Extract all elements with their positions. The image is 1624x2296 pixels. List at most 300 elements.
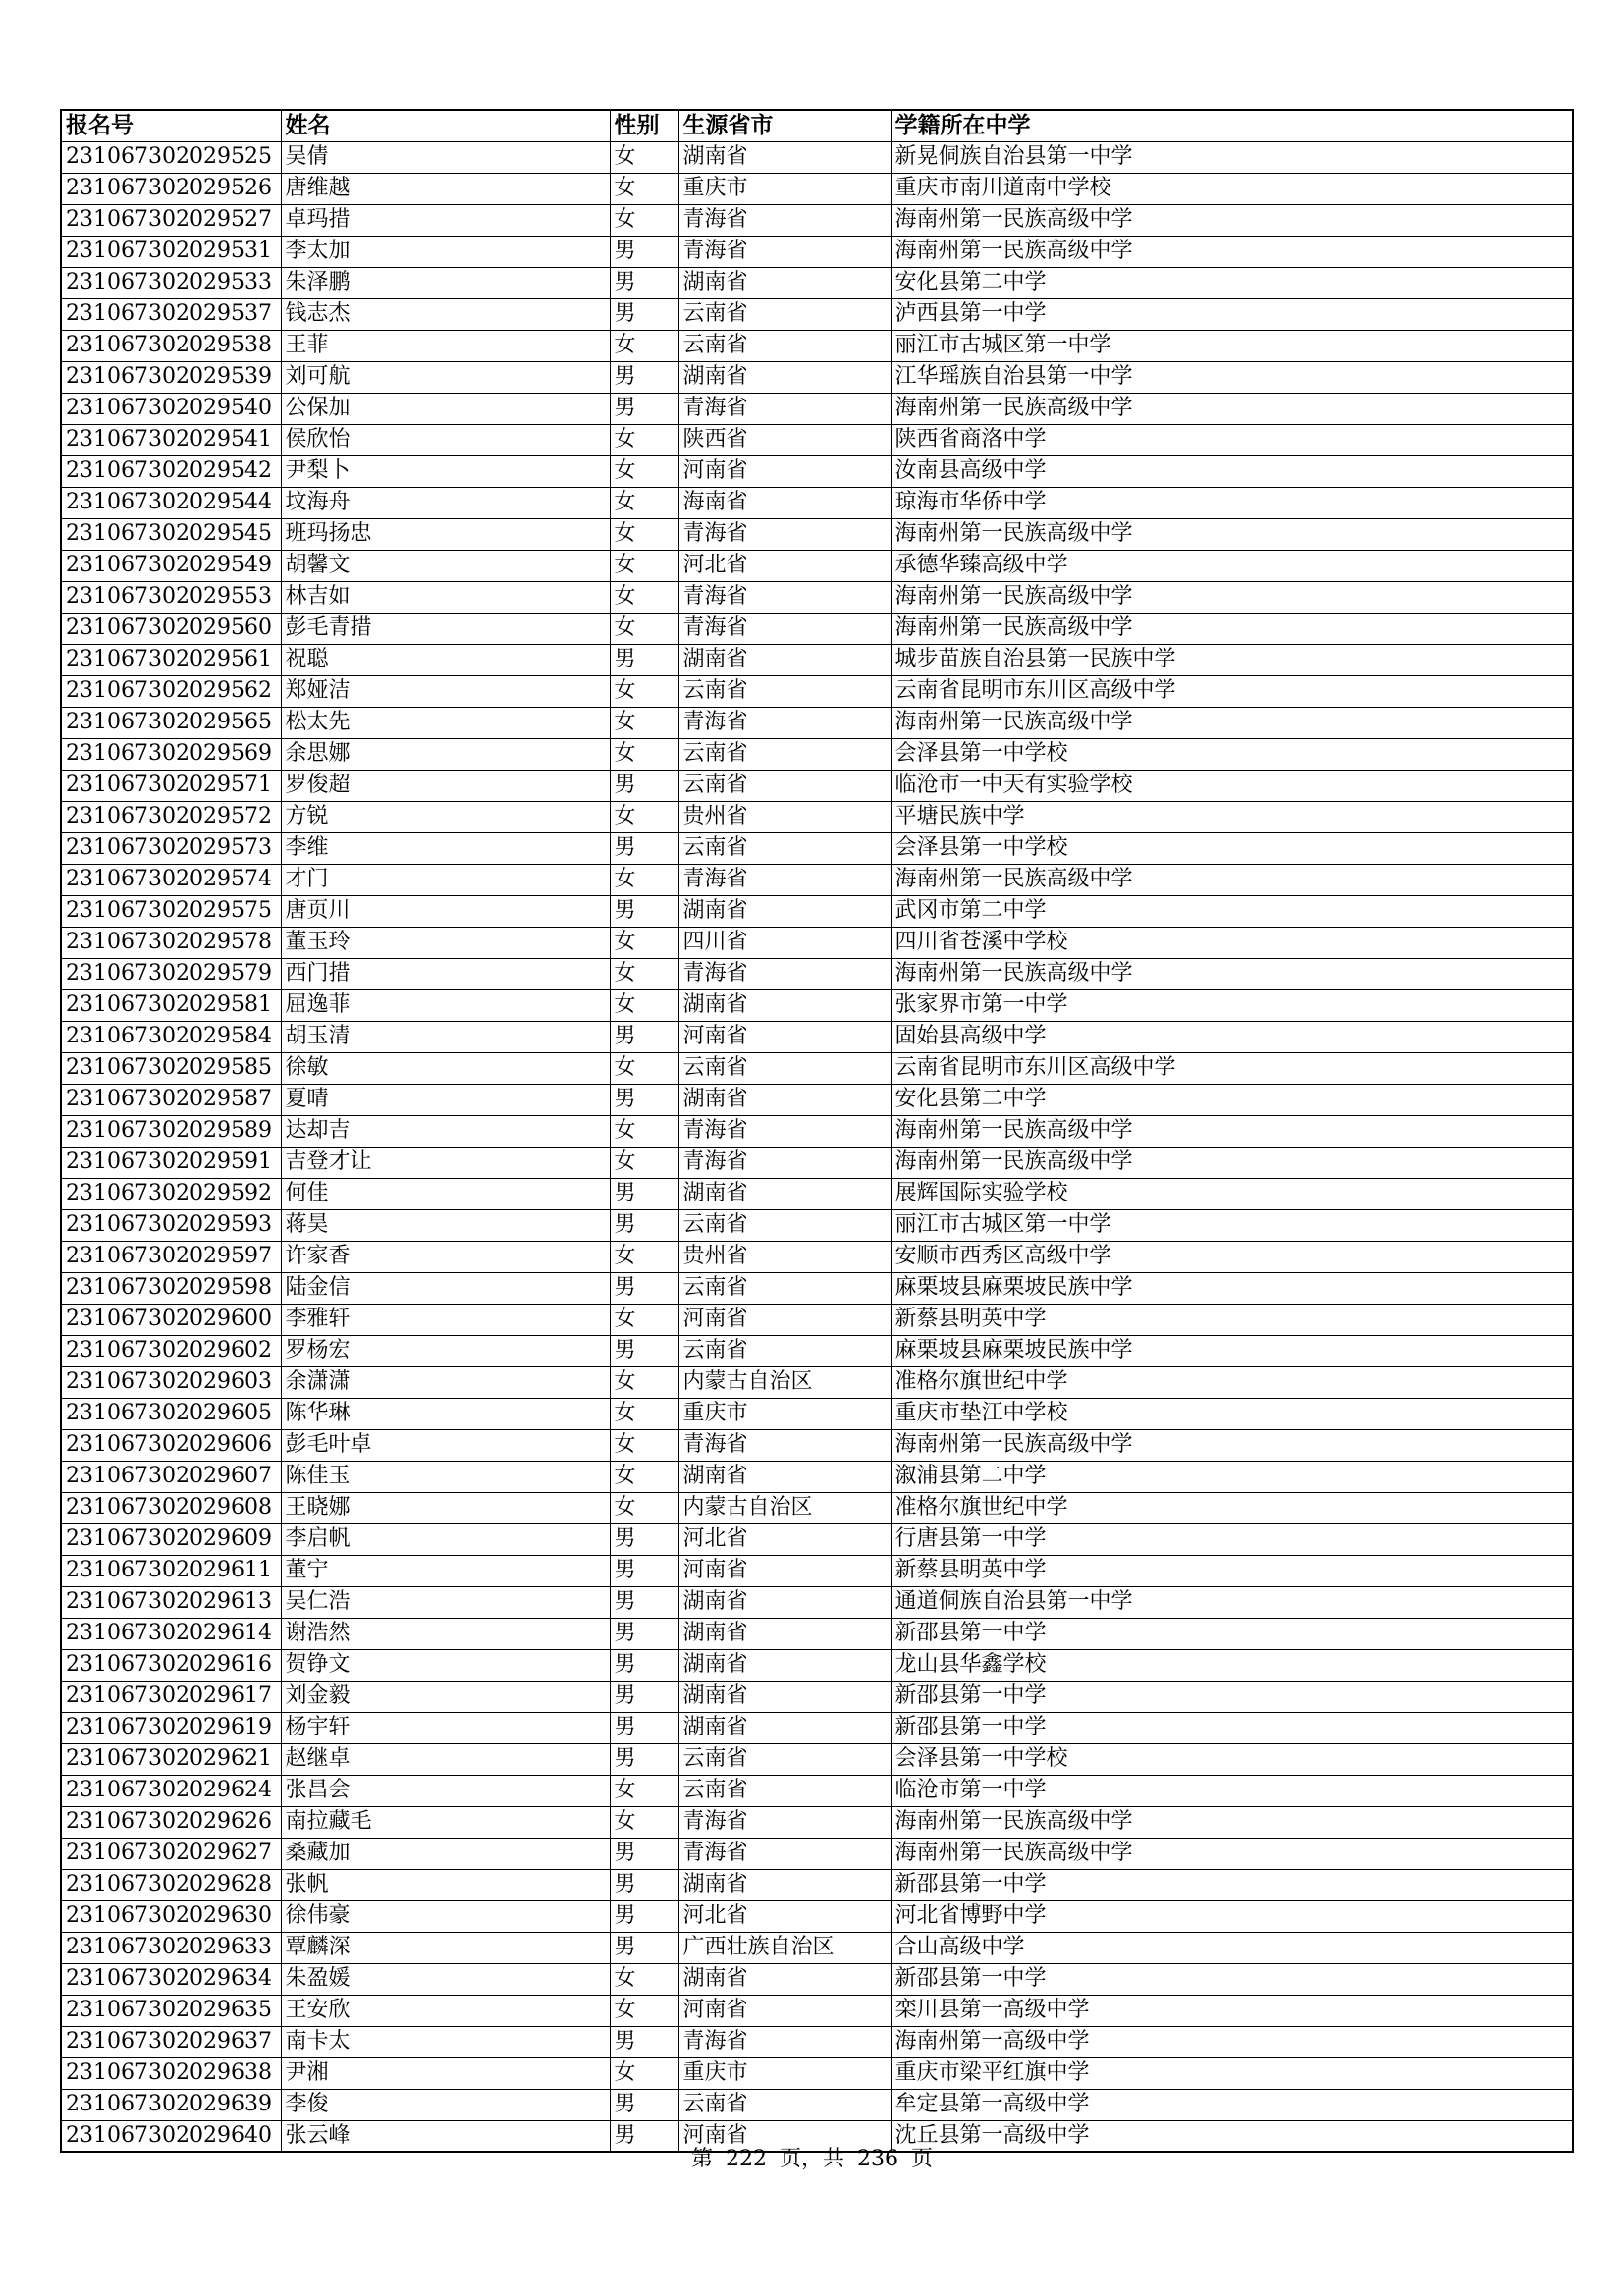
table-row (61, 770, 1573, 801)
table-row (61, 236, 1573, 267)
table-row (61, 707, 1573, 738)
cell-school: 龙山县华鑫学校 (891, 1649, 1573, 1681)
cell-registration-number: 231067302029609 (61, 1523, 281, 1555)
cell-school: 临沧市第一中学 (891, 1775, 1573, 1806)
cell-origin-province: 湖南省 (678, 895, 891, 927)
cell-registration-number: 231067302029626 (61, 1806, 281, 1838)
table-row (61, 1429, 1573, 1461)
cell-gender: 男 (610, 1869, 678, 1900)
cell-gender: 女 (610, 1241, 678, 1272)
cell-origin-province: 内蒙古自治区 (678, 1492, 891, 1523)
cell-school: 牟定县第一高级中学 (891, 2089, 1573, 2120)
table-row (61, 1681, 1573, 1712)
table-row (61, 1775, 1573, 1806)
cell-origin-province: 湖南省 (678, 267, 891, 298)
cell-gender: 男 (610, 361, 678, 393)
cell-gender: 男 (610, 267, 678, 298)
cell-gender: 女 (610, 1366, 678, 1398)
table-row (61, 455, 1573, 487)
table-row (61, 1586, 1573, 1618)
cell-origin-province: 青海省 (678, 518, 891, 550)
cell-school: 海南州第一民族高级中学 (891, 1806, 1573, 1838)
cell-name: 林吉如 (281, 581, 610, 613)
cell-gender: 男 (610, 644, 678, 675)
cell-origin-province: 云南省 (678, 738, 891, 770)
cell-registration-number: 231067302029598 (61, 1272, 281, 1304)
table-row (61, 1492, 1573, 1523)
cell-school: 安顺市西秀区高级中学 (891, 1241, 1573, 1272)
cell-gender: 男 (610, 1586, 678, 1618)
cell-registration-number: 231067302029549 (61, 550, 281, 581)
table-row (61, 267, 1573, 298)
cell-school: 新邵县第一中学 (891, 1618, 1573, 1649)
cell-gender: 男 (610, 1618, 678, 1649)
cell-school: 重庆市梁平红旗中学 (891, 2057, 1573, 2089)
cell-school: 准格尔旗世纪中学 (891, 1492, 1573, 1523)
cell-origin-province: 湖南省 (678, 361, 891, 393)
cell-school: 海南州第一民族高级中学 (891, 864, 1573, 895)
cell-origin-province: 河北省 (678, 1523, 891, 1555)
cell-origin-province: 湖南省 (678, 1681, 891, 1712)
cell-school: 海南州第一民族高级中学 (891, 393, 1573, 424)
cell-name: 王晓娜 (281, 1492, 610, 1523)
cell-name: 刘金毅 (281, 1681, 610, 1712)
cell-school: 汝南县高级中学 (891, 455, 1573, 487)
cell-origin-province: 湖南省 (678, 1586, 891, 1618)
cell-origin-province: 云南省 (678, 298, 891, 330)
footer-total-pages: 236 (857, 2147, 898, 2171)
cell-gender: 女 (610, 801, 678, 832)
cell-origin-province: 贵州省 (678, 1241, 891, 1272)
cell-gender: 女 (610, 1963, 678, 1995)
cell-origin-province: 河南省 (678, 2120, 891, 2152)
cell-origin-province: 云南省 (678, 1052, 891, 1084)
table-row (61, 518, 1573, 550)
cell-name: 方锐 (281, 801, 610, 832)
cell-gender: 男 (610, 1712, 678, 1743)
cell-school: 溆浦县第二中学 (891, 1461, 1573, 1492)
cell-gender: 男 (610, 1272, 678, 1304)
table-row (61, 424, 1573, 455)
table-row (61, 801, 1573, 832)
cell-name: 杨宇轩 (281, 1712, 610, 1743)
cell-gender: 女 (610, 487, 678, 518)
cell-gender: 男 (610, 298, 678, 330)
cell-school: 泸西县第一中学 (891, 298, 1573, 330)
cell-gender: 女 (610, 958, 678, 989)
table-row (61, 1806, 1573, 1838)
cell-gender: 男 (610, 1209, 678, 1241)
cell-school: 重庆市垫江中学校 (891, 1398, 1573, 1429)
cell-school: 准格尔旗世纪中学 (891, 1366, 1573, 1398)
cell-gender: 女 (610, 864, 678, 895)
table-row (61, 1398, 1573, 1429)
table-row (61, 2089, 1573, 2120)
cell-registration-number: 231067302029578 (61, 927, 281, 958)
cell-registration-number: 231067302029560 (61, 613, 281, 644)
cell-name: 祝聪 (281, 644, 610, 675)
cell-name: 才门 (281, 864, 610, 895)
cell-registration-number: 231067302029579 (61, 958, 281, 989)
enrollment-table (60, 109, 1574, 2153)
table-row (61, 393, 1573, 424)
table-row (61, 1021, 1573, 1052)
table-row (61, 927, 1573, 958)
cell-name: 许家香 (281, 1241, 610, 1272)
cell-school: 新蔡县明英中学 (891, 1304, 1573, 1335)
cell-gender: 女 (610, 173, 678, 204)
cell-gender: 男 (610, 1555, 678, 1586)
cell-registration-number: 231067302029540 (61, 393, 281, 424)
cell-name: 张云峰 (281, 2120, 610, 2152)
cell-school: 重庆市南川道南中学校 (891, 173, 1573, 204)
cell-school: 平塘民族中学 (891, 801, 1573, 832)
cell-gender: 男 (610, 895, 678, 927)
cell-school: 安化县第二中学 (891, 1084, 1573, 1115)
cell-origin-province: 云南省 (678, 770, 891, 801)
cell-name: 何佳 (281, 1178, 610, 1209)
cell-origin-province: 河南省 (678, 1995, 891, 2026)
cell-origin-province: 青海省 (678, 1429, 891, 1461)
table-row (61, 1932, 1573, 1963)
cell-school: 麻栗坡县麻栗坡民族中学 (891, 1335, 1573, 1366)
table-row (61, 1838, 1573, 1869)
cell-name: 公保加 (281, 393, 610, 424)
cell-school: 新邵县第一中学 (891, 1963, 1573, 1995)
cell-school: 城步苗族自治县第一民族中学 (891, 644, 1573, 675)
cell-school: 海南州第一民族高级中学 (891, 518, 1573, 550)
cell-school: 海南州第一民族高级中学 (891, 613, 1573, 644)
cell-registration-number: 231067302029597 (61, 1241, 281, 1272)
table-row (61, 989, 1573, 1021)
cell-name: 吉登才让 (281, 1147, 610, 1178)
cell-name: 董宁 (281, 1555, 610, 1586)
cell-gender: 男 (610, 1335, 678, 1366)
cell-school: 海南州第一民族高级中学 (891, 1147, 1573, 1178)
cell-name: 谢浩然 (281, 1618, 610, 1649)
table-row (61, 1304, 1573, 1335)
cell-registration-number: 231067302029562 (61, 675, 281, 707)
cell-school: 海南州第一民族高级中学 (891, 958, 1573, 989)
cell-school: 新蔡县明英中学 (891, 1555, 1573, 1586)
cell-origin-province: 湖南省 (678, 1712, 891, 1743)
cell-gender: 男 (610, 1900, 678, 1932)
cell-origin-province: 湖南省 (678, 1618, 891, 1649)
cell-registration-number: 231067302029542 (61, 455, 281, 487)
cell-origin-province: 四川省 (678, 927, 891, 958)
table-row (61, 2057, 1573, 2089)
cell-registration-number: 231067302029614 (61, 1618, 281, 1649)
table-row (61, 1335, 1573, 1366)
table-row (61, 864, 1573, 895)
cell-gender: 男 (610, 770, 678, 801)
cell-origin-province: 湖南省 (678, 1963, 891, 1995)
cell-origin-province: 内蒙古自治区 (678, 1366, 891, 1398)
cell-origin-province: 广西壮族自治区 (678, 1932, 891, 1963)
cell-name: 郑娅洁 (281, 675, 610, 707)
footer-middle: 页，共 (779, 2147, 844, 2171)
cell-origin-province: 青海省 (678, 393, 891, 424)
cell-gender: 女 (610, 1775, 678, 1806)
cell-registration-number: 231067302029544 (61, 487, 281, 518)
cell-origin-province: 云南省 (678, 1743, 891, 1775)
cell-registration-number: 231067302029574 (61, 864, 281, 895)
cell-school: 海南州第一民族高级中学 (891, 1429, 1573, 1461)
cell-school: 会泽县第一中学校 (891, 738, 1573, 770)
cell-name: 南卡太 (281, 2026, 610, 2057)
cell-origin-province: 青海省 (678, 236, 891, 267)
cell-registration-number: 231067302029633 (61, 1932, 281, 1963)
cell-origin-province: 重庆市 (678, 2057, 891, 2089)
cell-registration-number: 231067302029639 (61, 2089, 281, 2120)
cell-origin-province: 青海省 (678, 2026, 891, 2057)
cell-registration-number: 231067302029592 (61, 1178, 281, 1209)
cell-name: 陈佳玉 (281, 1461, 610, 1492)
cell-gender: 男 (610, 1743, 678, 1775)
cell-registration-number: 231067302029571 (61, 770, 281, 801)
cell-registration-number: 231067302029611 (61, 1555, 281, 1586)
cell-registration-number: 231067302029581 (61, 989, 281, 1021)
cell-registration-number: 231067302029589 (61, 1115, 281, 1147)
cell-name: 罗俊超 (281, 770, 610, 801)
cell-gender: 女 (610, 1052, 678, 1084)
table-row (61, 1869, 1573, 1900)
table-row (61, 581, 1573, 613)
table-row (61, 1209, 1573, 1241)
cell-name: 张昌会 (281, 1775, 610, 1806)
table-row (61, 1052, 1573, 1084)
table-row (61, 895, 1573, 927)
cell-name: 李启帆 (281, 1523, 610, 1555)
cell-name: 王安欣 (281, 1995, 610, 2026)
cell-origin-province: 湖南省 (678, 644, 891, 675)
cell-gender: 女 (610, 330, 678, 361)
cell-name: 达却吉 (281, 1115, 610, 1147)
header-name: 姓名 (281, 110, 610, 141)
cell-registration-number: 231067302029593 (61, 1209, 281, 1241)
cell-name: 西门措 (281, 958, 610, 989)
cell-name: 蒋昊 (281, 1209, 610, 1241)
cell-registration-number: 231067302029539 (61, 361, 281, 393)
cell-gender: 女 (610, 1429, 678, 1461)
cell-origin-province: 河北省 (678, 550, 891, 581)
cell-gender: 男 (610, 1523, 678, 1555)
cell-school: 新邵县第一中学 (891, 1869, 1573, 1900)
cell-name: 唐页川 (281, 895, 610, 927)
table-row (61, 1900, 1573, 1932)
cell-origin-province: 云南省 (678, 832, 891, 864)
cell-school: 通道侗族自治县第一中学 (891, 1586, 1573, 1618)
table-row (61, 204, 1573, 236)
cell-registration-number: 231067302029603 (61, 1366, 281, 1398)
cell-name: 罗杨宏 (281, 1335, 610, 1366)
cell-origin-province: 青海省 (678, 958, 891, 989)
table-row (61, 141, 1573, 173)
cell-gender: 女 (610, 613, 678, 644)
cell-school: 展辉国际实验学校 (891, 1178, 1573, 1209)
cell-name: 彭毛叶卓 (281, 1429, 610, 1461)
cell-registration-number: 231067302029606 (61, 1429, 281, 1461)
table-row (61, 1241, 1573, 1272)
cell-origin-province: 湖南省 (678, 989, 891, 1021)
cell-name: 胡玉清 (281, 1021, 610, 1052)
cell-gender: 女 (610, 1304, 678, 1335)
cell-school: 四川省苍溪中学校 (891, 927, 1573, 958)
cell-origin-province: 云南省 (678, 675, 891, 707)
cell-registration-number: 231067302029617 (61, 1681, 281, 1712)
cell-origin-province: 重庆市 (678, 173, 891, 204)
cell-origin-province: 云南省 (678, 1272, 891, 1304)
cell-registration-number: 231067302029565 (61, 707, 281, 738)
cell-name: 吴仁浩 (281, 1586, 610, 1618)
cell-school: 海南州第一民族高级中学 (891, 707, 1573, 738)
footer-suffix: 页 (911, 2147, 934, 2171)
cell-registration-number: 231067302029569 (61, 738, 281, 770)
cell-school: 海南州第一民族高级中学 (891, 1838, 1573, 1869)
cell-name: 王菲 (281, 330, 610, 361)
cell-origin-province: 湖南省 (678, 141, 891, 173)
cell-origin-province: 河北省 (678, 1900, 891, 1932)
cell-registration-number: 231067302029635 (61, 1995, 281, 2026)
cell-name: 董玉玲 (281, 927, 610, 958)
cell-origin-province: 云南省 (678, 2089, 891, 2120)
table-row (61, 1743, 1573, 1775)
cell-registration-number: 231067302029624 (61, 1775, 281, 1806)
cell-gender: 女 (610, 1115, 678, 1147)
cell-school: 新邵县第一中学 (891, 1681, 1573, 1712)
cell-gender: 女 (610, 989, 678, 1021)
cell-school: 新晃侗族自治县第一中学 (891, 141, 1573, 173)
cell-gender: 女 (610, 518, 678, 550)
cell-gender: 女 (610, 675, 678, 707)
cell-registration-number: 231067302029634 (61, 1963, 281, 1995)
cell-registration-number: 231067302029545 (61, 518, 281, 550)
cell-origin-province: 青海省 (678, 613, 891, 644)
cell-school: 会泽县第一中学校 (891, 832, 1573, 864)
cell-origin-province: 青海省 (678, 1838, 891, 1869)
cell-name: 屈逸菲 (281, 989, 610, 1021)
cell-gender: 男 (610, 2120, 678, 2152)
table-row (61, 361, 1573, 393)
table-row (61, 550, 1573, 581)
cell-origin-province: 青海省 (678, 581, 891, 613)
cell-school: 河北省博野中学 (891, 1900, 1573, 1932)
cell-name: 徐敏 (281, 1052, 610, 1084)
cell-school: 海南州第一民族高级中学 (891, 204, 1573, 236)
cell-gender: 男 (610, 2089, 678, 2120)
cell-registration-number: 231067302029607 (61, 1461, 281, 1492)
cell-school: 海南州第一民族高级中学 (891, 1115, 1573, 1147)
cell-registration-number: 231067302029553 (61, 581, 281, 613)
cell-registration-number: 231067302029527 (61, 204, 281, 236)
cell-registration-number: 231067302029537 (61, 298, 281, 330)
table-row (61, 330, 1573, 361)
cell-name: 坟海舟 (281, 487, 610, 518)
cell-name: 尹湘 (281, 2057, 610, 2089)
cell-registration-number: 231067302029573 (61, 832, 281, 864)
cell-name: 余潇潇 (281, 1366, 610, 1398)
cell-school: 陕西省商洛中学 (891, 424, 1573, 455)
cell-registration-number: 231067302029619 (61, 1712, 281, 1743)
cell-name: 刘可航 (281, 361, 610, 393)
cell-name: 尹梨卜 (281, 455, 610, 487)
cell-registration-number: 231067302029600 (61, 1304, 281, 1335)
table-row (61, 644, 1573, 675)
cell-school: 新邵县第一中学 (891, 1712, 1573, 1743)
cell-gender: 男 (610, 1084, 678, 1115)
cell-gender: 男 (610, 1178, 678, 1209)
cell-name: 贺铮文 (281, 1649, 610, 1681)
cell-school: 麻栗坡县麻栗坡民族中学 (891, 1272, 1573, 1304)
cell-name: 余思娜 (281, 738, 610, 770)
cell-school: 安化县第二中学 (891, 267, 1573, 298)
cell-registration-number: 231067302029538 (61, 330, 281, 361)
cell-origin-province: 云南省 (678, 330, 891, 361)
cell-name: 李太加 (281, 236, 610, 267)
table-row (61, 1461, 1573, 1492)
cell-registration-number: 231067302029531 (61, 236, 281, 267)
cell-name: 覃麟深 (281, 1932, 610, 1963)
table-header-row (61, 110, 1573, 141)
cell-registration-number: 231067302029637 (61, 2026, 281, 2057)
cell-school: 云南省昆明市东川区高级中学 (891, 1052, 1573, 1084)
cell-origin-province: 河南省 (678, 1555, 891, 1586)
cell-origin-province: 青海省 (678, 1806, 891, 1838)
cell-registration-number: 231067302029621 (61, 1743, 281, 1775)
cell-gender: 女 (610, 1492, 678, 1523)
cell-name: 班玛扬忠 (281, 518, 610, 550)
cell-registration-number: 231067302029561 (61, 644, 281, 675)
table-row (61, 1366, 1573, 1398)
header-gender: 性别 (610, 110, 678, 141)
cell-school: 海南州第一高级中学 (891, 2026, 1573, 2057)
cell-origin-province: 河南省 (678, 1021, 891, 1052)
header-origin-province: 生源省市 (678, 110, 891, 141)
cell-school: 合山高级中学 (891, 1932, 1573, 1963)
cell-registration-number: 231067302029533 (61, 267, 281, 298)
cell-name: 张帆 (281, 1869, 610, 1900)
cell-gender: 女 (610, 2057, 678, 2089)
cell-gender: 女 (610, 1461, 678, 1492)
cell-registration-number: 231067302029613 (61, 1586, 281, 1618)
cell-registration-number: 231067302029526 (61, 173, 281, 204)
cell-name: 李俊 (281, 2089, 610, 2120)
cell-name: 夏晴 (281, 1084, 610, 1115)
cell-name: 朱泽鹏 (281, 267, 610, 298)
cell-origin-province: 湖南省 (678, 1461, 891, 1492)
cell-gender: 男 (610, 1932, 678, 1963)
cell-origin-province: 青海省 (678, 864, 891, 895)
cell-school: 会泽县第一中学校 (891, 1743, 1573, 1775)
cell-registration-number: 231067302029541 (61, 424, 281, 455)
table-row (61, 1555, 1573, 1586)
cell-origin-province: 云南省 (678, 1335, 891, 1366)
page-footer (0, 2142, 1624, 2172)
cell-school: 固始县高级中学 (891, 1021, 1573, 1052)
table-row (61, 1178, 1573, 1209)
cell-gender: 女 (610, 707, 678, 738)
cell-registration-number: 231067302029608 (61, 1492, 281, 1523)
cell-school: 海南州第一民族高级中学 (891, 236, 1573, 267)
cell-school: 丽江市古城区第一中学 (891, 330, 1573, 361)
cell-gender: 女 (610, 1398, 678, 1429)
cell-name: 陈华琳 (281, 1398, 610, 1429)
table-row (61, 1649, 1573, 1681)
cell-gender: 男 (610, 1649, 678, 1681)
cell-registration-number: 231067302029628 (61, 1869, 281, 1900)
cell-registration-number: 231067302029602 (61, 1335, 281, 1366)
cell-school: 临沧市一中天有实验学校 (891, 770, 1573, 801)
